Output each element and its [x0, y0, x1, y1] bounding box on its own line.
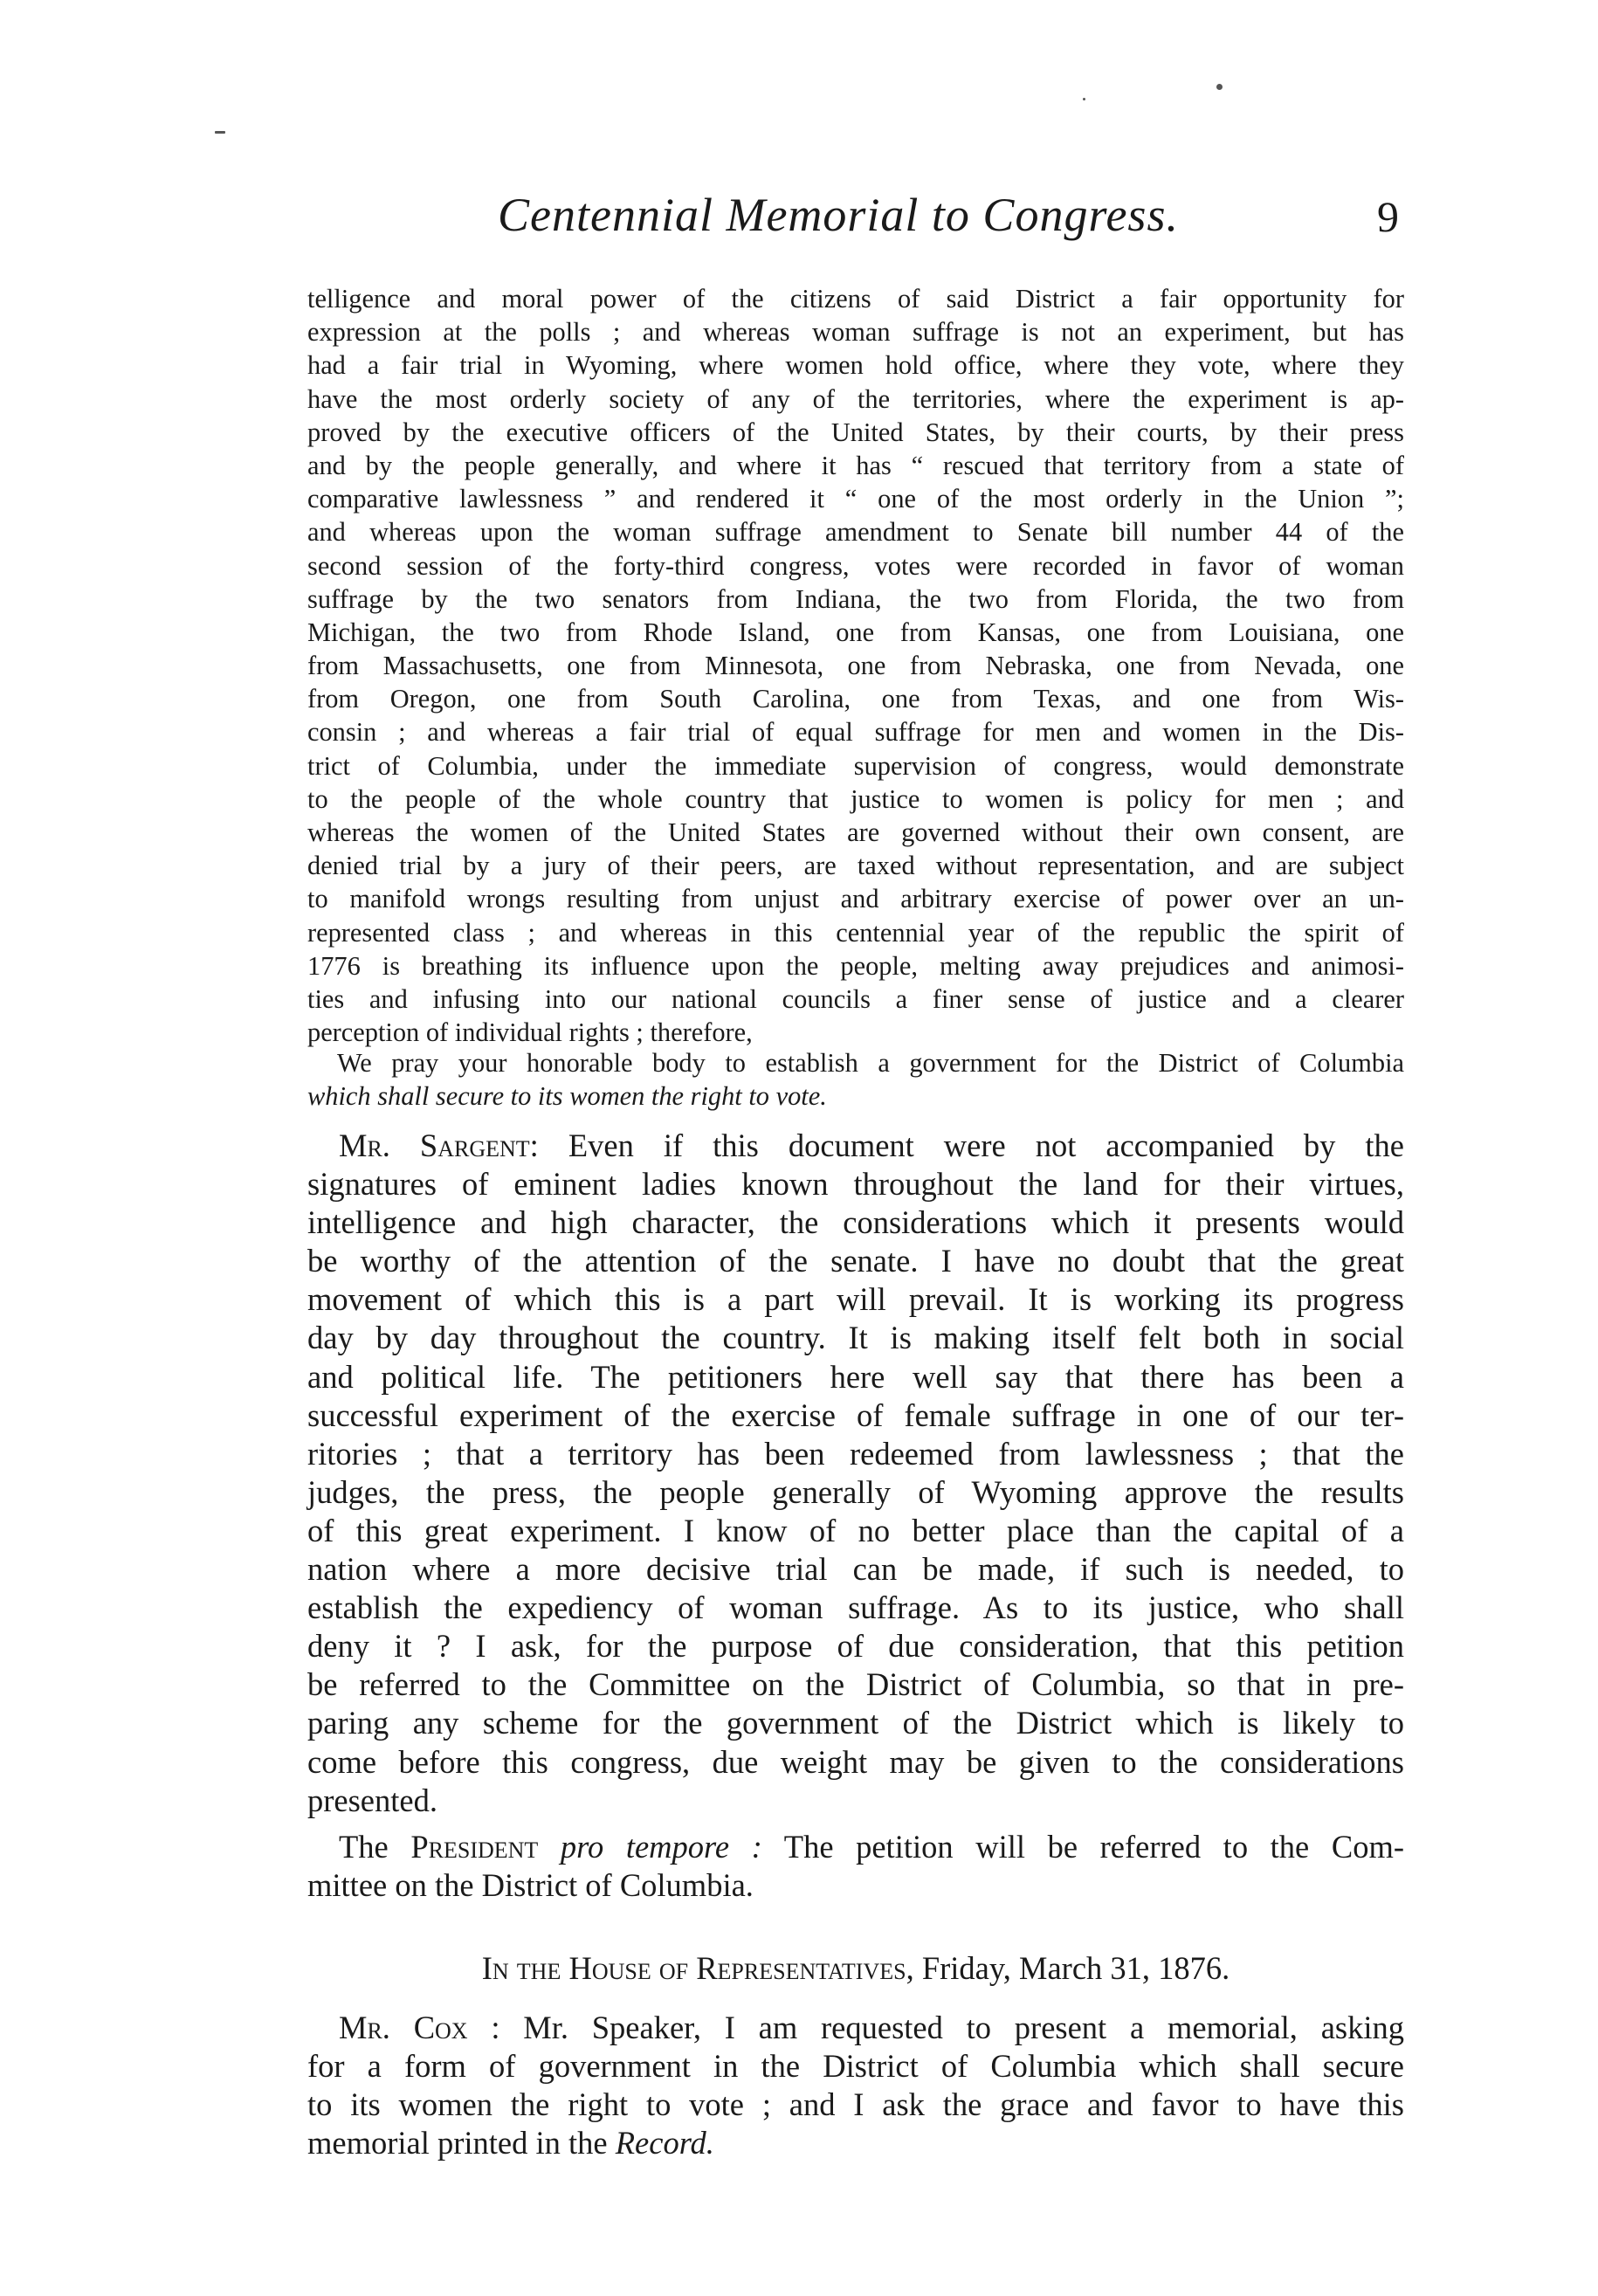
memorial-line: and whereas upon the woman suffrage amendment to Senate bill number 44 of the [307, 517, 1404, 548]
section-heading [307, 1949, 1404, 1988]
speaker-title: pro tempore : [560, 1829, 762, 1865]
print-speck [215, 131, 225, 134]
print-speck [1083, 98, 1085, 100]
speech-line [307, 2124, 1404, 2162]
memorial-line: expression at the polls ; and whereas woman suffrage is not an experiment, but has [307, 317, 1404, 348]
memorial-line: Michigan, the two from Rhode Island, one from Kansas, one from Louisiana, one [307, 617, 1404, 647]
speech-line [307, 2009, 1404, 2047]
speech-line: deny it ? I ask, for the purpose of due consideration, that this petition [307, 1628, 1404, 1665]
memorial-line: telligence and moral power of the citizens of said District a fair opportunity for [307, 284, 1404, 314]
statement-line: mittee on the District of Columbia. [307, 1867, 754, 1904]
speech-line: be referred to the Committee on the District of Columbia, so that in pre- [307, 1666, 1404, 1703]
speech-line: nation where a more decisive trial can be made, if such is needed, to [307, 1551, 1404, 1588]
memorial-line: represented class ; and whereas in this centennial year of the republic the spirit of [307, 917, 1404, 948]
speaker-name: Mr. Cox [339, 2010, 468, 2045]
speech-text: : Mr. Speaker, I am requested to present a memorial, asking [467, 2010, 1404, 2045]
speech-line: ritories ; that a territory has been redeemed from lawlessness ; that the [307, 1435, 1404, 1472]
memorial-line: comparative lawlessness ” and rendered it “ one of the most orderly in the Union ”; [307, 484, 1404, 514]
speech-line: to its women the right to vote ; and I ask the grace and favor to have this [307, 2086, 1404, 2123]
speech-line: movement of which this is a part will prevail. It is working its progress [307, 1281, 1404, 1318]
memorial-line: trict of Columbia, under the immediate supervision of congress, would demonstrate [307, 750, 1404, 781]
statement-prefix: The [339, 1829, 411, 1865]
memorial-line: had a fair trial in Wyoming, where women hold office, where they vote, where they [307, 350, 1404, 381]
speech-line: successful experiment of the exercise of female suffrage in one of our ter- [307, 1396, 1404, 1433]
speech-line: intelligence and high character, the considerations which it presents would [307, 1204, 1404, 1241]
sargent-speech [307, 1127, 1404, 1820]
house-name: In the House of Representatives, [481, 1950, 914, 1986]
running-title: Centennial Memorial to Congress. [498, 189, 1179, 241]
memorial-line: consin ; and whereas a fair trial of equal suffrage for men and women in the Dis- [307, 717, 1404, 748]
speech-line: be worthy of the attention of the senate. I have no doubt that the great [307, 1243, 1404, 1279]
speech-line [307, 1127, 1404, 1165]
memorial-line: proved by the executive officers of the United States, by their courts, by their press [307, 417, 1404, 447]
speech-line: judges, the press, the people generally of Wyoming approve the results [307, 1473, 1404, 1510]
speech-line: day by day throughout the country. It is making itself felt both in social [307, 1320, 1404, 1356]
print-speck [1216, 84, 1223, 90]
memorial-line: to manifold wrongs resulting from unjust and arbitrary exercise of power over an un- [307, 884, 1404, 914]
statement-line [307, 1828, 1404, 1866]
speech-line: paring any scheme for the government of the District which is likely to [307, 1705, 1404, 1741]
speech-line: of this great experiment. I know of no better place than the capital of a [307, 1512, 1404, 1548]
memorial-prayer [307, 1046, 1404, 1113]
memorial-text [307, 282, 1404, 1049]
speech-line: presented. [307, 1782, 437, 1818]
memorial-line: and by the people generally, and where it has “ rescued that territory from a state of [307, 450, 1404, 480]
memorial-line: to the people of the whole country that justice to women is policy for men ; and [307, 783, 1404, 814]
memorial-line: from Oregon, one from South Carolina, one from Texas, and one from Wis- [307, 684, 1404, 714]
memorial-line: ties and infusing into our national councils a finer sense of justice and a clearer [307, 983, 1404, 1014]
speech-line: and political life. The petitioners here well say that there has been a [307, 1358, 1404, 1395]
president-statement [307, 1828, 1404, 1905]
running-header [306, 188, 1423, 258]
memorial-line: suffrage by the two senators from Indiana, the two from Florida, the two from [307, 583, 1404, 614]
memorial-line: denied trial by a jury of their peers, are taxed without representation, and are subject [307, 851, 1404, 881]
prayer-line: which shall secure to its women the right to vote. [307, 1081, 827, 1112]
memorial-line: from Massachusetts, one from Minnesota, one from Nebraska, one from Nevada, one [307, 651, 1404, 681]
session-date: Friday, March 31, 1876. [913, 1950, 1230, 1986]
statement-text: The petition will be referred to the Com- [761, 1829, 1404, 1865]
speaker-name: President [410, 1829, 539, 1865]
memorial-line: whereas the women of the United States are governed without their own consent, are [307, 817, 1404, 847]
speech-line: establish the expediency of woman suffrage. As to its justice, who shall [307, 1589, 1404, 1626]
speaker-separator: : [529, 1127, 539, 1163]
speech-text: memorial printed in the [307, 2125, 616, 2162]
memorial-line: 1776 is breathing its influence upon the people, melting away prejudices and animosi- [307, 950, 1404, 981]
memorial-line: perception of individual rights ; therefore, [307, 1017, 753, 1048]
memorial-line: have the most orderly society of any of the territories, where the experiment is ap- [307, 383, 1404, 414]
speaker-name: Mr. Sargent [339, 1127, 530, 1163]
speech-text: Even if this document were not accompanied by the [538, 1127, 1404, 1163]
speech-line: come before this congress, due weight may be given to the considerations [307, 1743, 1404, 1780]
speech-line: for a form of government in the District of Columbia which shall secure [307, 2048, 1404, 2085]
speech-line: signatures of eminent ladies known throughout the land for their virtues, [307, 1166, 1404, 1203]
cox-speech [307, 2009, 1404, 2162]
memorial-line: second session of the forty-third congress, votes were recorded in favor of woman [307, 550, 1404, 581]
page-number: 9 [1377, 192, 1399, 241]
record-title: Record. [615, 2125, 714, 2162]
prayer-line: We pray your honorable body to establish a government for the District of Columbia [337, 1048, 1404, 1078]
